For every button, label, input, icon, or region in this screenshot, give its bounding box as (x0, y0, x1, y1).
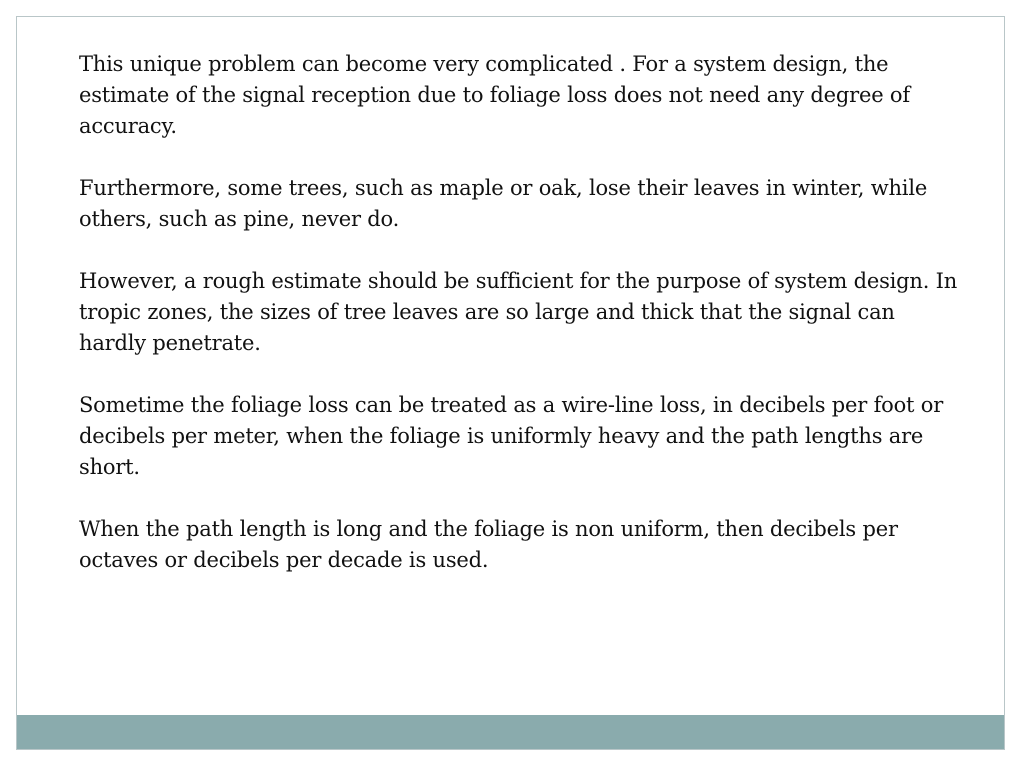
footer-band (17, 715, 1004, 749)
slide-body (79, 49, 959, 607)
slide (16, 16, 1005, 750)
paragraph-4: Sometime the foliage loss can be treated as a wire-line loss, in decibels per foot or decibels per meter, when the foliage is uniformly heavy and the path lengths are short. (79, 393, 944, 479)
paragraph-3: However, a rough estimate should be sufficient for the purpose of system design. In tropic zones, the sizes of tree leaves are so large and thick that the signal can hardly penetrate. (79, 269, 958, 355)
paragraph-2: Furthermore, some trees, such as maple or oak, lose their leaves in winter, while others, such as pine, never do. (79, 176, 928, 231)
paragraph-5: When the path length is long and the foliage is non uniform, then decibels per octaves or decibels per decade is used. (79, 517, 898, 572)
paragraph-1: This unique problem can become very complicated . For a system design, the estimate of the signal reception due to foliage loss does not need any degree of accuracy. (79, 52, 910, 138)
